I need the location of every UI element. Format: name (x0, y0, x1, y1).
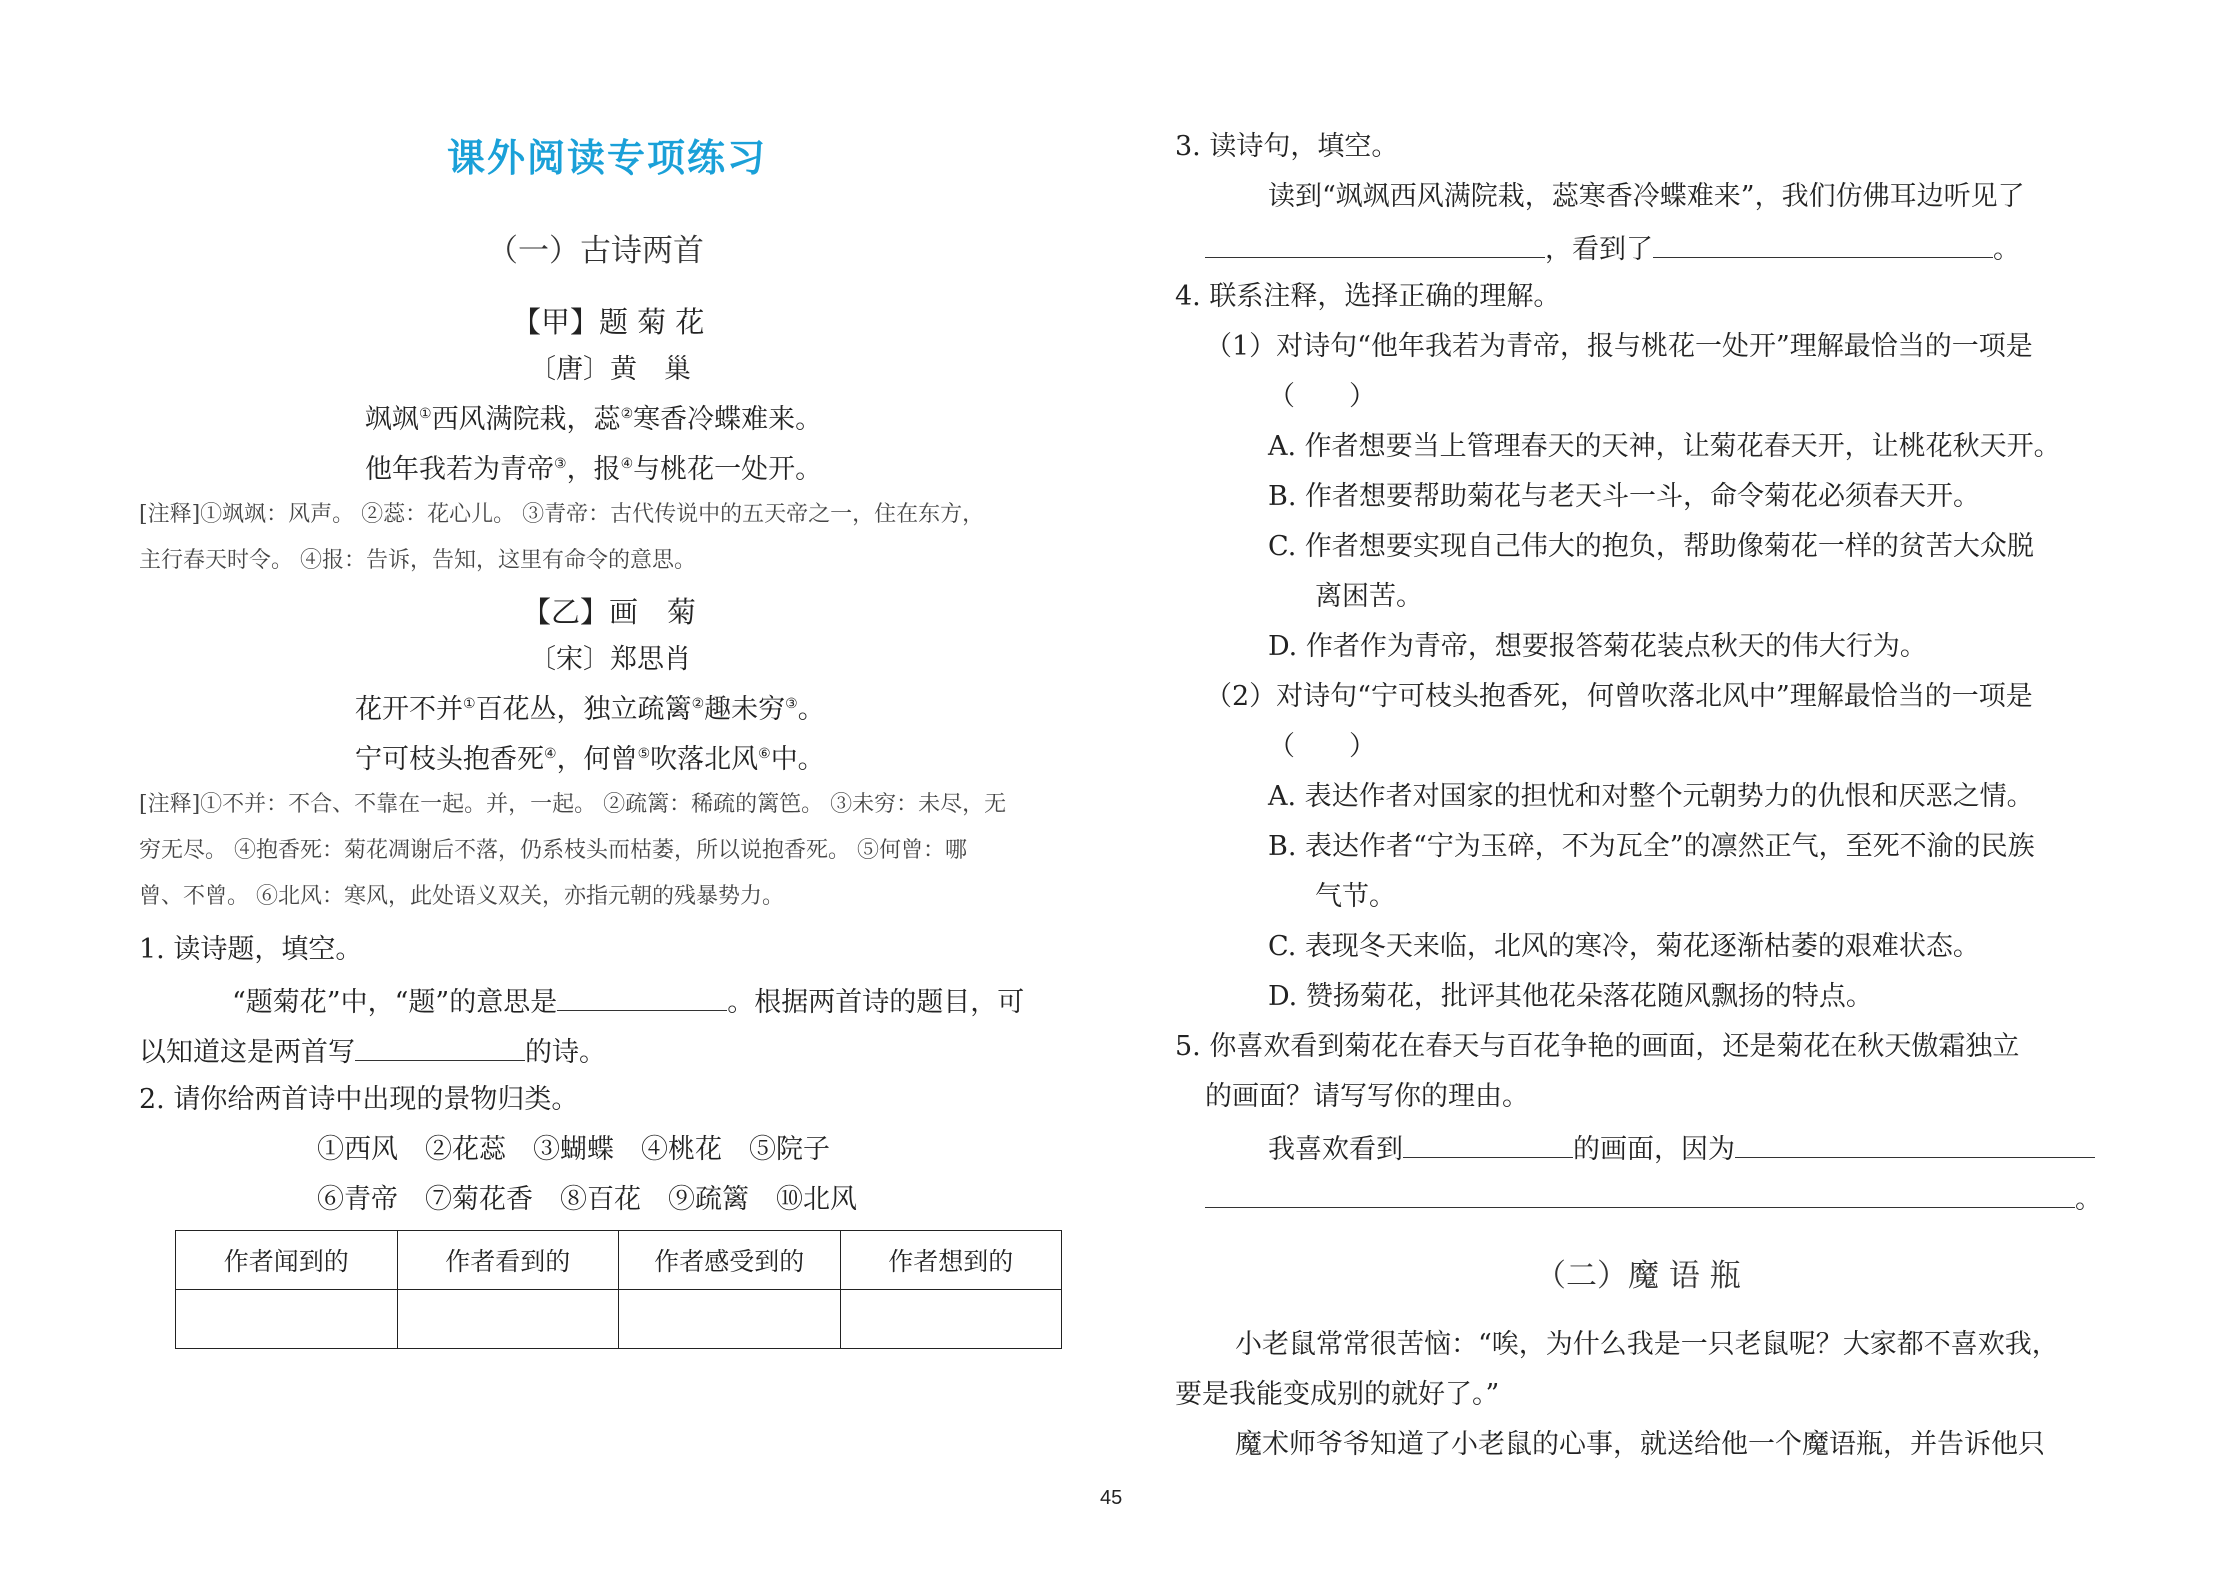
q2-items-row1: ①西风 ②花蕊 ③蝴蝶 ④桃花 ⑤院子 (317, 1134, 830, 1165)
q4-sub1-option-c[interactable]: C. 作者想要实现自己伟大的抱负，帮助像菊花一样的贫苦大众脱 (1268, 531, 2034, 562)
q4-sub1-option-c-cont: 离困苦。 (1315, 581, 1423, 612)
q4-sub1-option-b[interactable]: B. 作者想要帮助菊花与老天斗一斗，命令菊花必须春天开。 (1268, 481, 1981, 512)
main-title: 课外阅读专项练习 (447, 136, 768, 180)
q4-stem: 4. 联系注释，选择正确的理解。 (1175, 281, 1561, 312)
q4-sub2-option-d[interactable]: D. 赞扬菊花，批评其他花朵落花随风飘扬的特点。 (1268, 981, 1873, 1012)
q3-line1: 读到“飒飒西风满院栽，蕊寒香冷蝶难来”，我们仿佛耳边听见了 (1268, 181, 2025, 212)
table-header-cell: 作者闻到的 (176, 1231, 398, 1290)
poem2-line2: 宁可枝头抱香死④，何曾⑤吹落北风⑥中。 (355, 744, 825, 775)
q4-sub2-stem: （2）对诗句“宁可枝头抱香死，何曾吹落北风中”理解最恰当的一项是 (1205, 681, 2033, 712)
q5-stem-line2: 的画面？请写写你的理由。 (1205, 1081, 1529, 1112)
poem2-title: 【乙】画 菊 (522, 595, 697, 629)
q4-sub1-option-a[interactable]: A. 作者想要当上管理春天的天神，让菊花春天开，让桃花秋天开。 (1268, 431, 2061, 462)
q4-sub2-option-b-cont: 气节。 (1315, 881, 1396, 912)
q3-stem: 3. 读诗句，填空。 (1175, 131, 1399, 162)
q2-stem: 2. 请你给两首诗中出现的景物归类。 (139, 1084, 579, 1115)
q3-line2: ，看到了 。 (1205, 227, 2020, 270)
answer-cell[interactable] (397, 1290, 619, 1349)
q1-blank2[interactable] (355, 1030, 525, 1061)
q1-line1: “题菊花”中，“题”的意思是 。根据两首诗的题目，可 (232, 980, 1024, 1023)
poem1-line2: 他年我若为青帝③，报④与桃花一处开。 (365, 454, 823, 485)
poem1-note-line2: 主行春天时令。 ④报：告诉，告知，这里有命令的意思。 (139, 548, 696, 573)
poem2-note-line1: [注释]①不并：不合、不靠在一起。并，一起。 ②疏篱：稀疏的篱笆。 ③未穷：未尽，无 (139, 792, 1007, 817)
table-header-cell: 作者感受到的 (619, 1231, 841, 1290)
table-header-cell: 作者看到的 (397, 1231, 619, 1290)
answer-cell[interactable] (619, 1290, 841, 1349)
poem2-note-line3: 曾、不曾。 ⑥北风：寒风，此处语义双关，亦指元朝的残暴势力。 (139, 884, 784, 909)
story-p2-line1: 魔术师爷爷知道了小老鼠的心事，就送给他一个魔语瓶，并告诉他只 (1235, 1429, 2045, 1460)
poem1-line1: 飒飒①西风满院栽，蕊②寒香冷蝶难来。 (365, 404, 823, 435)
q4-sub1-option-d[interactable]: D. 作者作为青帝，想要报答菊花装点秋天的伟大行为。 (1268, 631, 1927, 662)
q3-blank2[interactable] (1653, 227, 1993, 258)
classification-table (175, 1230, 1062, 1349)
poem1-note-line1: [注释]①飒飒：风声。 ②蕊：花心儿。 ③青帝：古代传说中的五天帝之一，住在东方， (139, 502, 985, 527)
poem2-author: 〔宋〕郑思肖 (529, 644, 691, 675)
poem2-line1: 花开不并①百花丛，独立疏篱②趣未穷③。 (355, 694, 825, 725)
q5-answer-line1: 我喜欢看到 的画面，因为 (1268, 1127, 2095, 1170)
answer-cell[interactable] (176, 1290, 398, 1349)
q1-stem: 1. 读诗题，填空。 (139, 934, 363, 965)
q2-items-row2: ⑥青帝 ⑦菊花香 ⑧百花 ⑨疏篱 ⑩北风 (317, 1184, 857, 1215)
q4-sub2-option-c[interactable]: C. 表现冬天来临，北风的寒冷，菊花逐渐枯萎的艰难状态。 (1268, 931, 1980, 962)
table-header-cell: 作者想到的 (840, 1231, 1062, 1290)
q4-sub1-stem: （1）对诗句“他年我若为青帝，报与桃花一处开”理解最恰当的一项是 (1205, 331, 2033, 362)
q1-blank1[interactable] (557, 980, 727, 1011)
q5-blank3[interactable] (1205, 1177, 2075, 1208)
q5-stem-line1: 5. 你喜欢看到菊花在春天与百花争艳的画面，还是菊花在秋天傲霜独立 (1175, 1031, 2020, 1062)
story-p1-line1: 小老鼠常常很苦恼：“唉，为什么我是一只老鼠呢？大家都不喜欢我， (1235, 1329, 2059, 1360)
table-header-row (176, 1231, 1062, 1290)
table-answer-row (176, 1290, 1062, 1349)
q4-sub2-answer-paren[interactable]: （ ） (1268, 731, 1376, 762)
story-p1-line2: 要是我能变成别的就好了。” (1175, 1379, 1500, 1410)
q4-sub2-option-b[interactable]: B. 表达作者“宁为玉碎，不为瓦全”的凛然正气，至死不渝的民族 (1268, 831, 2035, 862)
section2-title: （二）魔 语 瓶 (1535, 1258, 1741, 1294)
q4-sub2-option-a[interactable]: A. 表达作者对国家的担忧和对整个元朝势力的仇恨和厌恶之情。 (1268, 781, 2034, 812)
q4-sub1-answer-paren[interactable]: （ ） (1268, 381, 1376, 412)
poem1-author: 〔唐〕黄 巢 (529, 354, 691, 385)
q5-answer-line2: 。 (1205, 1177, 2102, 1220)
poem2-note-line2: 穷无尽。 ④抱香死：菊花凋谢后不落，仍系枝头而枯萎，所以说抱香死。 ⑤何曾：哪 (139, 838, 967, 863)
poem1-title: 【甲】题 菊 花 (512, 305, 705, 339)
q3-blank1[interactable] (1205, 227, 1545, 258)
q5-blank1[interactable] (1403, 1127, 1573, 1158)
section1-title: （一）古诗两首 (487, 233, 704, 269)
answer-cell[interactable] (840, 1290, 1062, 1349)
q1-line2: 以知道这是两首写 的诗。 (139, 1030, 606, 1073)
q5-blank2[interactable] (1735, 1127, 2095, 1158)
page-number: 45 (1100, 1487, 1123, 1509)
